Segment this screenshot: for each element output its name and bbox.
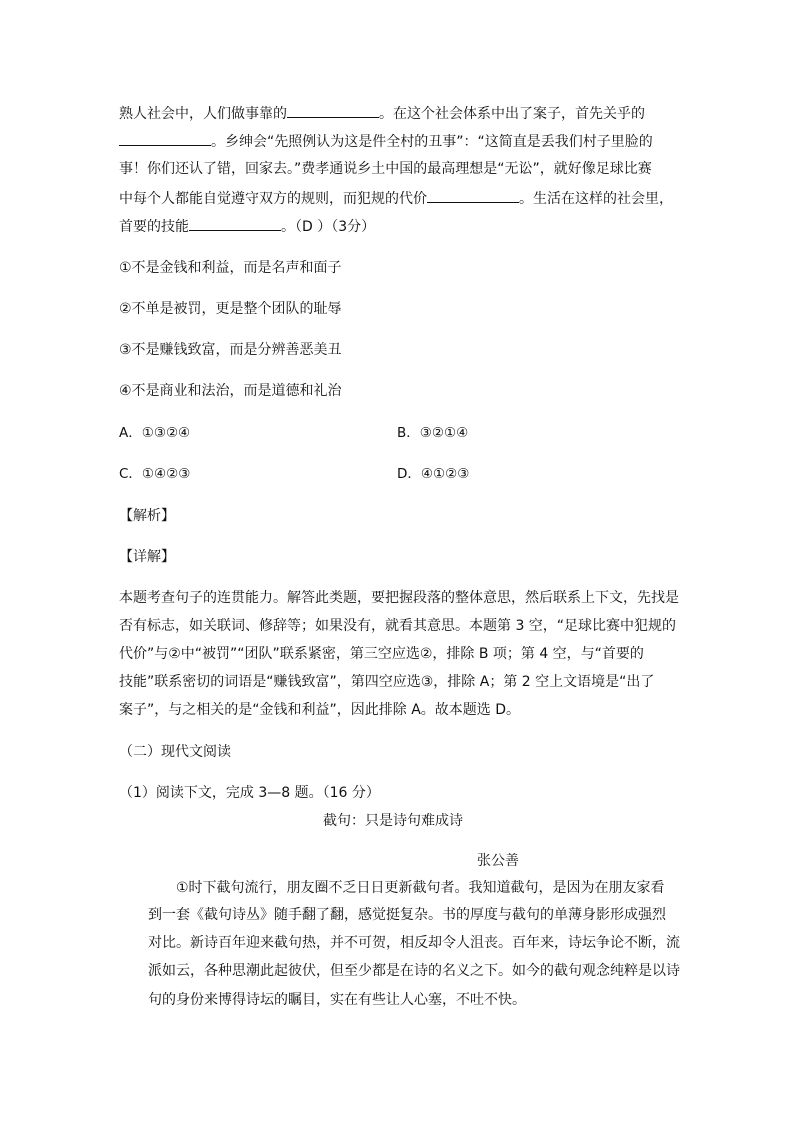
question-text: 。在这个社会体系中出了案子，首先关乎的	[379, 106, 645, 122]
answer-blank-4	[189, 216, 281, 231]
answer-blank-3	[427, 188, 519, 203]
article-author: 张公善	[477, 853, 519, 869]
analysis-heading: 【解析】	[119, 508, 175, 524]
analysis-line-1: 本题考查句子的连贯能力。解答此类题，要把握段落的整体意思，然后联系上下文，先找是	[119, 590, 679, 606]
article-title: 截句：只是诗句难成诗	[323, 813, 463, 829]
answer-blank-1	[287, 103, 379, 118]
article-para-line-3: 对比。新诗百年迎来截句热，并不可贺，相反却令人沮丧。百年来，诗坛争论不断，流	[148, 935, 680, 951]
question-line-5	[119, 216, 375, 237]
item-1: ①不是金钱和利益，而是名声和面子	[119, 260, 342, 276]
detail-heading: 【详解】	[119, 549, 175, 565]
question-text: 首要的技能	[119, 219, 189, 235]
item-3: ③不是赚钱致富，而是分辨善恶美丑	[119, 342, 342, 358]
article-para-line-5: 句的身份来博得诗坛的瞩目，实在有些让人心塞，不吐不快。	[148, 992, 526, 1008]
item-2: ②不单是被罚，更是整个团队的耻辱	[119, 301, 342, 317]
article-para-line-4: 派如云，各种思潮此起彼伏，但至少都是在诗的名义之下。如今的截句观念纯粹是以诗	[148, 963, 680, 979]
question-text: 熟人社会中，人们做事靠的	[119, 106, 287, 122]
question-line-2	[119, 131, 653, 152]
section-instruction: （1）阅读下文，完成 3—8 题。（16 分）	[119, 785, 380, 801]
question-text: 。乡绅会“先照例认为这是件全村的丑事”：“这简直是丢我们村子里脸的	[211, 134, 653, 150]
question-text: 。生活在这样的社会里，	[519, 191, 673, 207]
question-line-3: 事！你们还认了错，回家去。”费孝通说乡土中国的最高理想是“无讼”，就好像足球比赛	[119, 161, 652, 177]
section-title: （二）现代文阅读	[119, 744, 231, 760]
option-b: B．③②①④	[397, 425, 469, 441]
question-text: 。（D ）（3分）	[281, 219, 376, 235]
article-para-line-2: 到一套《截句诗丛》随手翻了翻，感觉挺复杂。书的厚度与截句的单薄身影形成强烈	[148, 907, 666, 923]
article-para-line-1: ①时下截句流行，朋友圈不乏日日更新截句者。我知道截句，是因为在朋友家看	[176, 880, 665, 896]
option-d: D．④①②③	[397, 466, 470, 482]
analysis-line-5: 案子”，与之相关的是“金钱和利益”，因此排除 A。故本题选 D。	[119, 702, 521, 718]
analysis-line-3: 代价”与②中“被罚”“团队”联系紧密，第三空应选②，排除 B 项；第 4 空，与“首要的	[119, 646, 644, 662]
item-4: ④不是商业和法治，而是道德和礼治	[119, 383, 342, 399]
option-c: C．①④②③	[119, 466, 191, 482]
answer-blank-2	[119, 131, 211, 146]
option-a: A．①③②④	[119, 425, 191, 441]
question-text: 中每个人都能自觉遵守双方的规则，而犯规的代价	[119, 191, 427, 207]
analysis-line-4: 技能”联系密切的词语是“赚钱致富”，第四空应选③，排除 A；第 2 空上文语境是“出了	[119, 674, 655, 690]
analysis-line-2: 否有标志，如关联词、修辞等；如果没有，就看其意思。本题第 3 空，“足球比赛中犯规的	[119, 618, 677, 634]
question-line-1	[119, 103, 645, 124]
question-line-4	[119, 188, 673, 209]
